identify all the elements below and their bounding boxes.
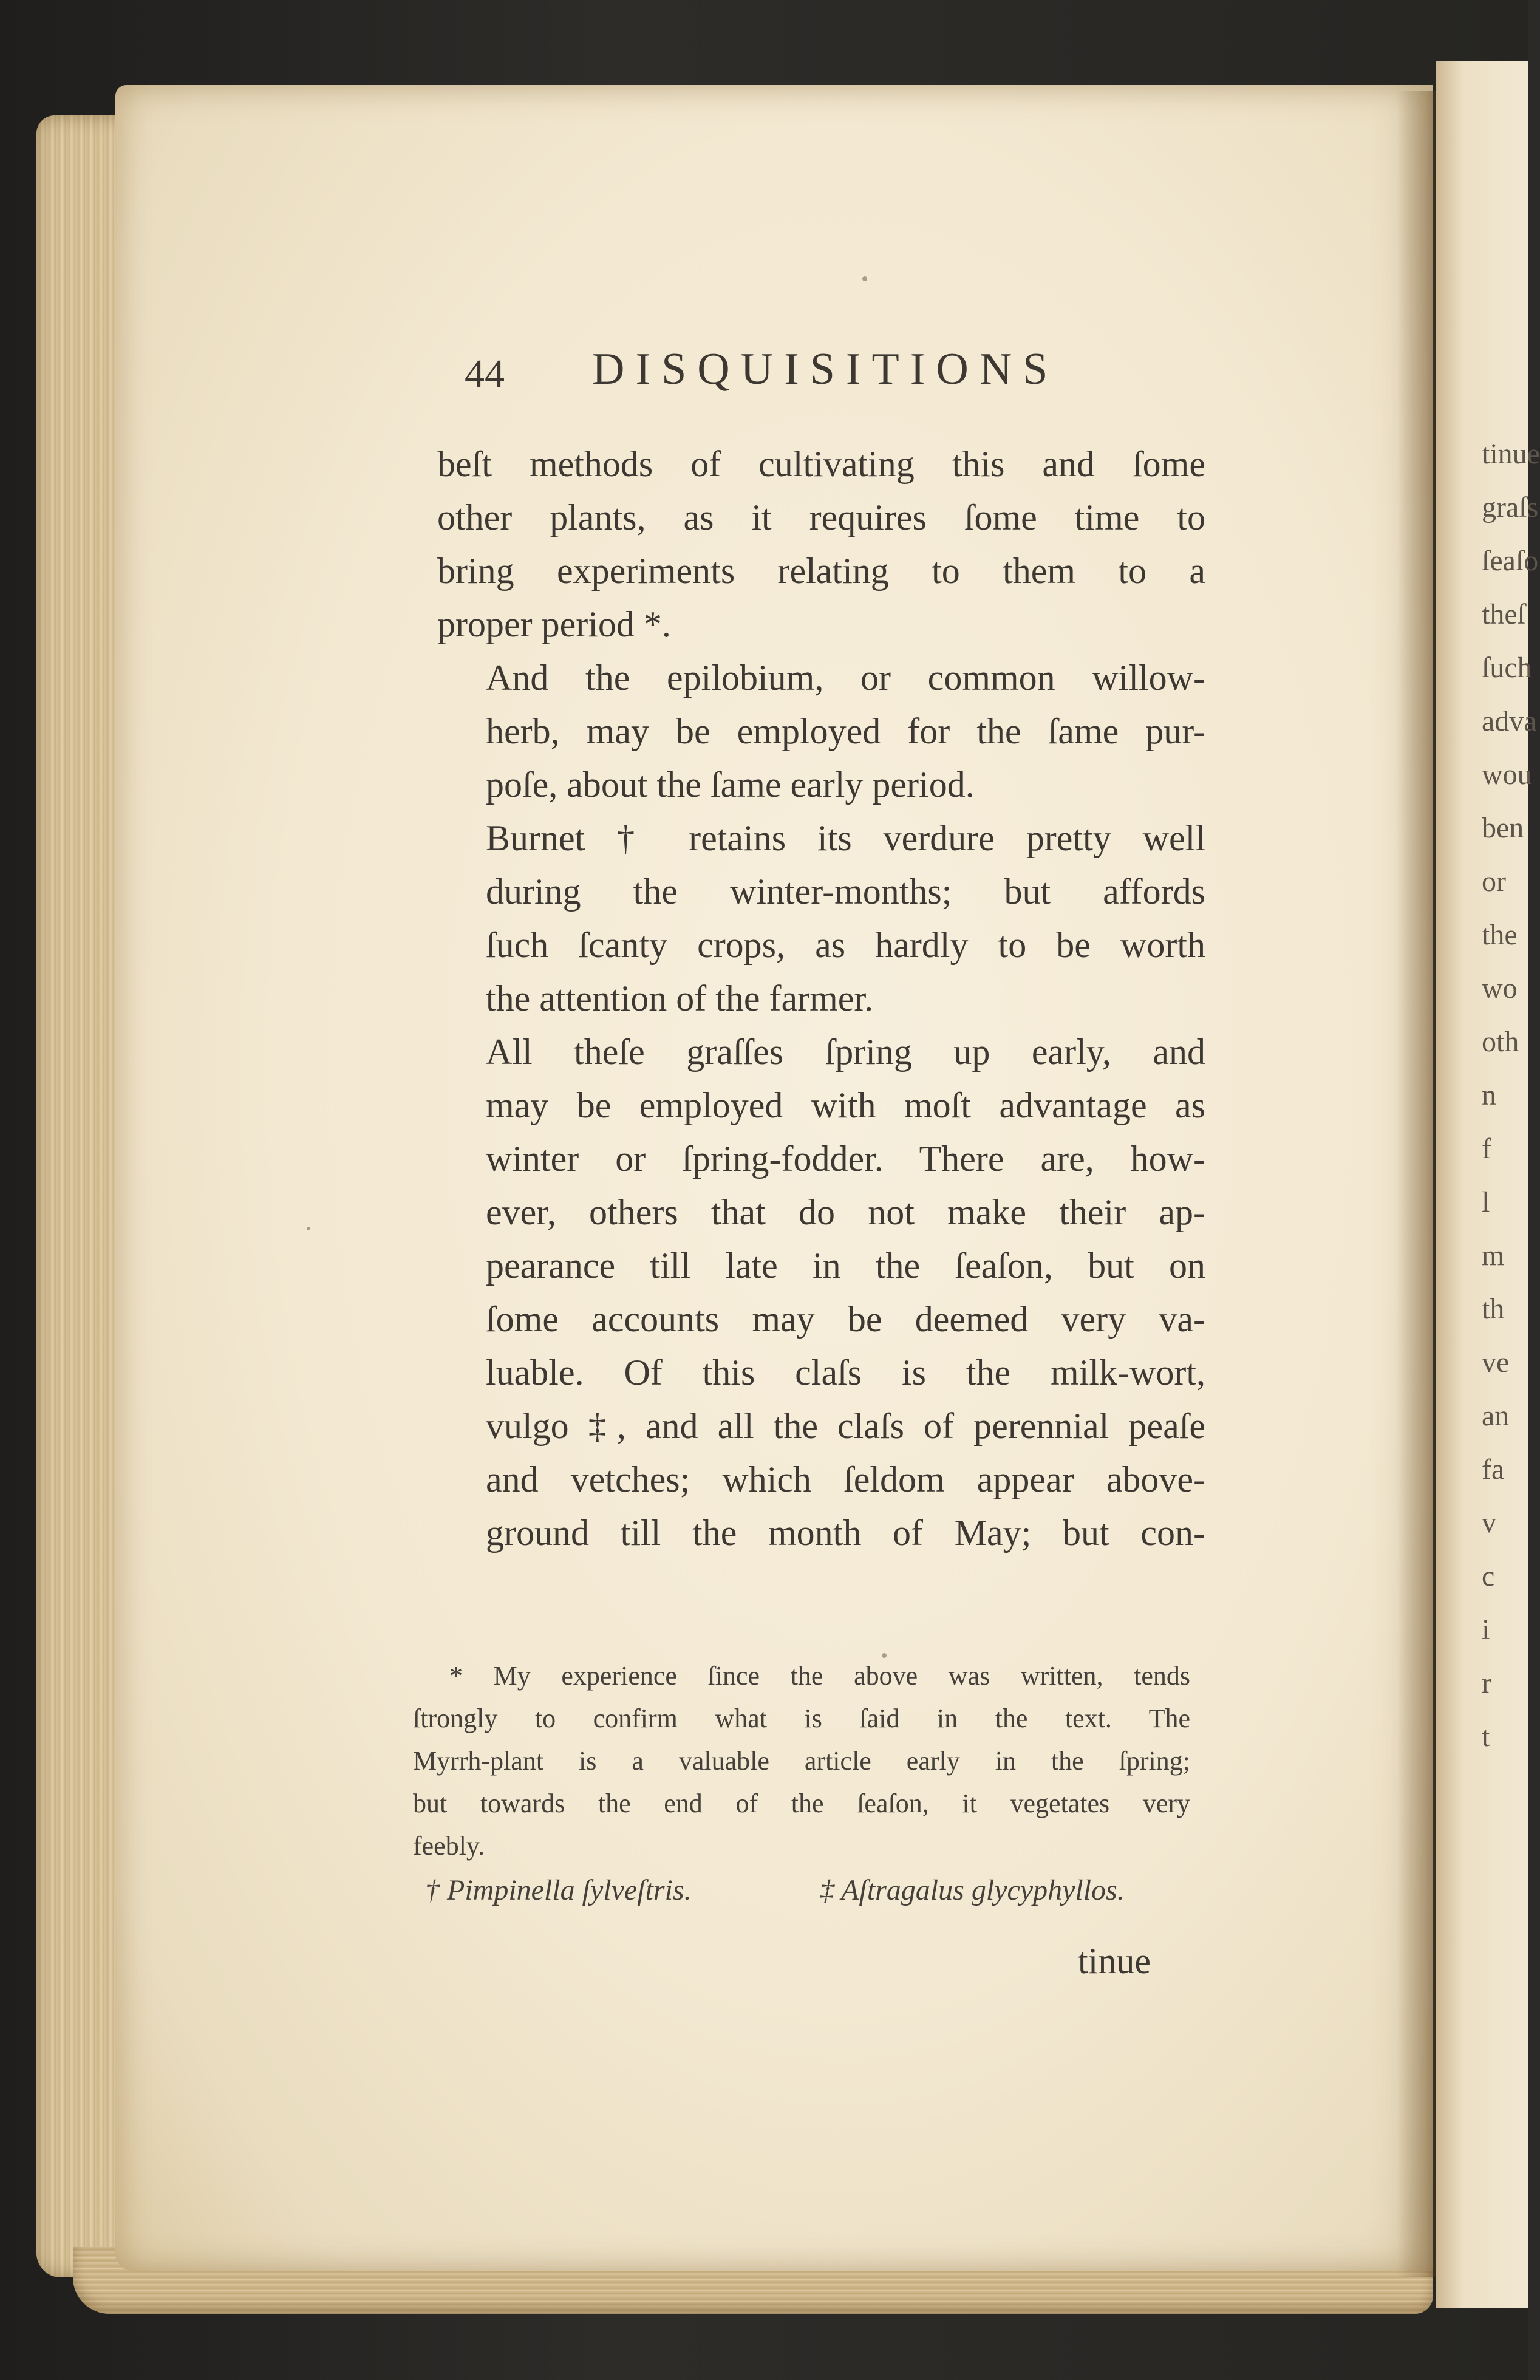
text-line: bring experiments relating to them to a <box>437 551 1205 591</box>
facing-page-fragment: v <box>1482 1507 1496 1539</box>
text-line: And the epilobium, or common willow- <box>486 658 1205 698</box>
facing-page-fragment: t <box>1482 1720 1490 1753</box>
text-line: All theſe graſſes ſpring up early, and <box>486 1032 1205 1072</box>
text-line: Burnet † retains its verdure pretty well <box>486 818 1205 858</box>
text-line: during the winter-months; but affords <box>486 871 1205 912</box>
text-line: may be employed with moſt advantage as <box>486 1085 1205 1125</box>
footnote-line: feebly. <box>413 1831 485 1861</box>
facing-page-fragment: ben <box>1482 812 1524 844</box>
body-text <box>437 437 1205 1560</box>
facing-page-fragment: f <box>1482 1133 1491 1165</box>
facing-page-fragment: th <box>1482 1293 1505 1325</box>
facing-page-fragment: oth <box>1482 1026 1519 1058</box>
facing-page-fragment: theſ <box>1482 598 1525 630</box>
footnote-dagger: † Pimpinella ſylveſtris. <box>425 1874 692 1906</box>
facing-page-fragment: r <box>1482 1667 1491 1699</box>
facing-page-fragment: i <box>1482 1614 1490 1646</box>
facing-page <box>1436 61 1540 2308</box>
facing-page-fragment: tinue <box>1482 438 1540 470</box>
text-line: proper period *. <box>437 604 671 644</box>
footnote-line: * My experience ſince the above was written, tends <box>449 1661 1190 1691</box>
facing-page-fragment: the <box>1482 919 1518 951</box>
text-line: ſuch ſcanty crops, as hardly to be worth <box>486 925 1205 965</box>
running-head: DISQUISITIONS <box>592 344 1059 394</box>
facing-page-fragment: ve <box>1482 1346 1510 1379</box>
paper-speck <box>307 1227 310 1230</box>
facing-page-fragment: ſeaſo <box>1482 545 1539 577</box>
facing-page-fragment: or <box>1482 865 1506 898</box>
text-line: other plants, as it requires ſome time to <box>437 497 1205 537</box>
facing-page-fragment: wo <box>1482 972 1518 1004</box>
facing-page-fragment: ſuch <box>1482 652 1532 684</box>
text-line: ground till the month of May; but con- <box>486 1513 1205 1553</box>
footnote-line: but towards the end of the ſeaſon, it vegetates very <box>413 1788 1190 1818</box>
paragraph-1 <box>437 437 1205 651</box>
text-line: pearance till late in the ſeaſon, but on <box>486 1246 1205 1286</box>
facing-page-fragment: an <box>1482 1400 1510 1432</box>
text-line: ſome accounts may be deemed very va- <box>486 1299 1205 1339</box>
text-line: and vetches; which ſeldom appear above- <box>486 1459 1205 1499</box>
text-line: ever, others that do not make their ap- <box>486 1192 1205 1232</box>
footnote-line: Myrrh-plant is a valuable article early in the ſpring; <box>413 1746 1190 1776</box>
page-number: 44 <box>465 352 505 396</box>
facing-page-fragment: c <box>1482 1560 1495 1592</box>
paper-speck <box>862 276 867 281</box>
facing-page-fragment: l <box>1482 1186 1490 1218</box>
facing-page-fragment: adva <box>1482 705 1537 737</box>
text-line: winter or ſpring-fodder. There are, how- <box>486 1139 1205 1179</box>
facing-page-fragment: wou <box>1482 759 1532 791</box>
text-line: herb, may be employed for the ſame pur- <box>486 711 1205 751</box>
text-line: vulgo ‡, and all the claſs of perennial peaſe <box>486 1406 1205 1446</box>
paragraph-4 <box>437 1025 1205 1560</box>
paper-speck <box>882 1653 887 1658</box>
facing-page-fragment: graſs <box>1482 491 1539 523</box>
text-line: beſt methods of cultivating this and ſome <box>437 444 1205 484</box>
paragraph-2 <box>437 651 1205 811</box>
paragraph-3 <box>437 811 1205 1025</box>
footnote-line: ſtrongly to confirm what is ſaid in the text. The <box>413 1703 1190 1733</box>
text-line: the attention of the farmer. <box>486 978 874 1018</box>
footnote-double-dagger: ‡ Aſtragalus glycyphyllos. <box>820 1874 1125 1906</box>
text-line: luable. Of this claſs is the milk-wort, <box>486 1352 1205 1393</box>
facing-page-fragment: n <box>1482 1079 1496 1111</box>
catchword: tinue <box>1078 1941 1151 1981</box>
text-line: poſe, about the ſame early period. <box>486 765 975 805</box>
footnote-star <box>413 1655 1190 1867</box>
facing-page-fragment: fa <box>1482 1453 1505 1485</box>
facing-page-fragment: m <box>1482 1239 1505 1272</box>
